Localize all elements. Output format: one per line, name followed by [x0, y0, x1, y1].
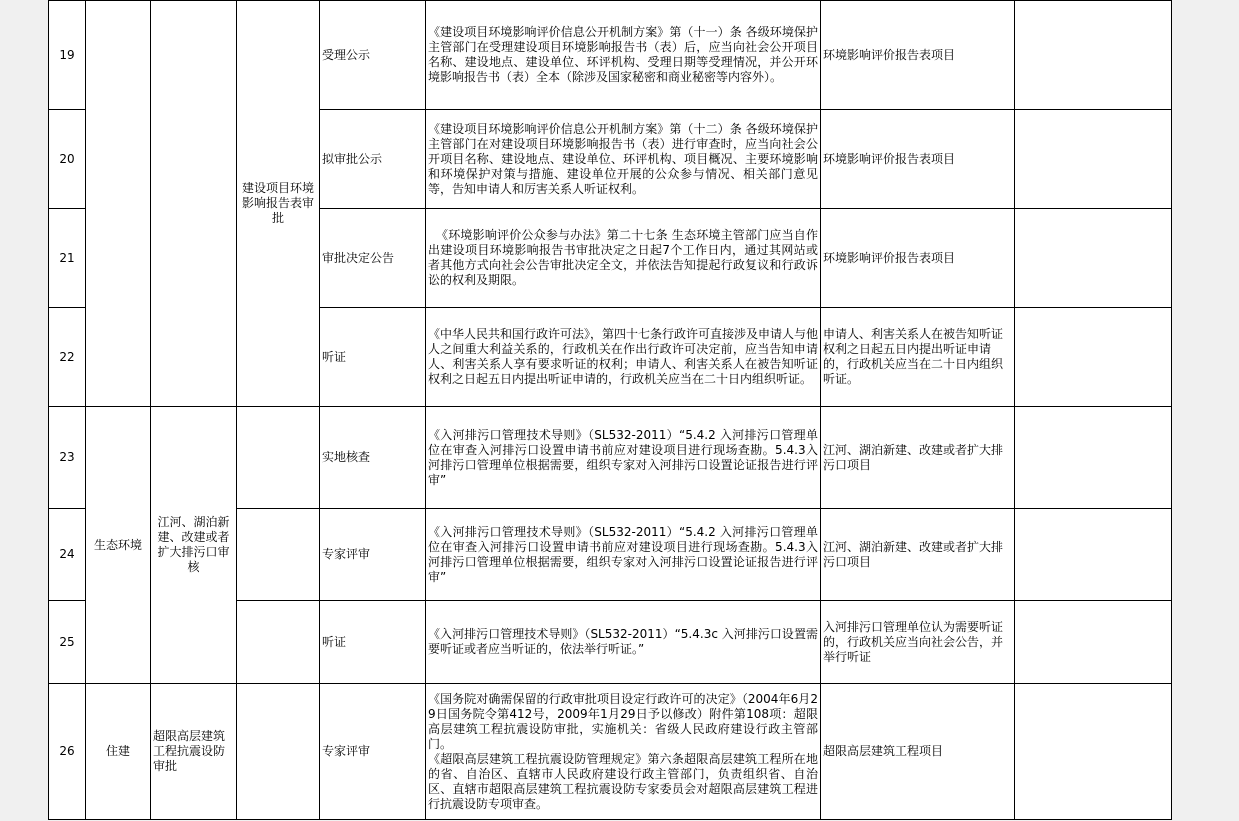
cell-step[interactable]: 专家评审 [320, 684, 426, 820]
cell-step[interactable]: 专家评审 [320, 509, 426, 601]
cell-row-number[interactable]: 25 [49, 601, 86, 684]
sheet-table [48, 0, 1172, 820]
cell-remark[interactable] [1015, 684, 1172, 820]
cell-sub-item-blank[interactable] [237, 509, 320, 601]
cell-scope[interactable]: 申请人、利害关系人在被告知听证权利之日起五日内提出听证申请的，行政机关应当在二十日内组织听证。 [821, 308, 1015, 407]
cell-basis[interactable]: 《建设项目环境影响评价信息公开机制方案》第（十二）条 各级环境保护主管部门在对建设项目环境影响报告书（表）进行审查时，应当向社会公开项目名称、建设地点、建设单位、环评机构、项目概况、主要环境影响和环境保护对策与措施、建设单位开展的公众参与情况、相关部门意见等，告知申请人和厉害关系人听证权利。 [426, 110, 821, 209]
cell-step[interactable]: 听证 [320, 308, 426, 407]
cell-remark[interactable] [1015, 209, 1172, 308]
cell-item[interactable]: 江河、湖泊新建、改建或者扩大排污口审核 [151, 407, 237, 684]
cell-category-blank[interactable] [86, 1, 151, 407]
cell-sub-item-blank[interactable] [237, 407, 320, 509]
cell-item[interactable]: 超限高层建筑工程抗震设防审批 [151, 684, 237, 820]
cell-row-number[interactable]: 20 [49, 110, 86, 209]
cell-remark[interactable] [1015, 1, 1172, 110]
table-row [49, 1, 1172, 110]
cell-scope[interactable]: 环境影响评价报告表项目 [821, 209, 1015, 308]
cell-row-number[interactable]: 19 [49, 1, 86, 110]
cell-step[interactable]: 受理公示 [320, 1, 426, 110]
cell-row-number[interactable]: 24 [49, 509, 86, 601]
table-row [49, 407, 1172, 509]
cell-scope[interactable]: 江河、湖泊新建、改建或者扩大排污口项目 [821, 407, 1015, 509]
cell-row-number[interactable]: 21 [49, 209, 86, 308]
cell-remark[interactable] [1015, 601, 1172, 684]
cell-remark[interactable] [1015, 110, 1172, 209]
cell-basis[interactable]: 《中华人民共和国行政许可法》，第四十七条行政许可直接涉及申请人与他人之间重大利益关系的，行政机关在作出行政许可决定前，应当告知申请人、利害关系人享有要求听证的权利；申请人、利害关系人在被告知听证权利之日起五日内提出听证申请的，行政机关应当在二十日内组织听证。 [426, 308, 821, 407]
cell-scope[interactable]: 江河、湖泊新建、改建或者扩大排污口项目 [821, 509, 1015, 601]
cell-basis[interactable]: 《建设项目环境影响评价信息公开机制方案》第（十一）条 各级环境保护主管部门在受理建设项目环境影响报告书（表）后，应当向社会公开项目名称、建设地点、建设单位、环评机构、受理日期等受理情况，并公开环境影响报告书（表）全本（除涉及国家秘密和商业秘密等内容外）。 [426, 1, 821, 110]
cell-step[interactable]: 拟审批公示 [320, 110, 426, 209]
cell-row-number[interactable]: 26 [49, 684, 86, 820]
cell-basis[interactable]: 《环境影响评价公众参与办法》第二十七条 生态环境主管部门应当自作出建设项目环境影响报告书审批决定之日起7个工作日内，通过其网站或者其他方式向社会公告审批决定全文，并依法告知提起行政复议和行政诉讼的权利及期限。 [426, 209, 821, 308]
cell-category[interactable]: 生态环境 [86, 407, 151, 684]
cell-row-number[interactable]: 23 [49, 407, 86, 509]
cell-scope[interactable]: 入河排污口管理单位认为需要听证的，行政机关应当向社会公告，并举行听证 [821, 601, 1015, 684]
cell-sub-item[interactable]: 建设项目环境影响报告表审批 [237, 1, 320, 407]
cell-remark[interactable] [1015, 509, 1172, 601]
cell-scope[interactable]: 超限高层建筑工程项目 [821, 684, 1015, 820]
cell-sub-item-blank[interactable] [237, 601, 320, 684]
cell-row-number[interactable]: 22 [49, 308, 86, 407]
cell-remark[interactable] [1015, 407, 1172, 509]
cell-step[interactable]: 实地核查 [320, 407, 426, 509]
cell-scope[interactable]: 环境影响评价报告表项目 [821, 110, 1015, 209]
cell-item-blank[interactable] [151, 1, 237, 407]
cell-basis[interactable]: 《入河排污口管理技术导则》（SL532-2011）“5.4.3c 入河排污口设置需要听证或者应当听证的，依法举行听证。” [426, 601, 821, 684]
cell-remark[interactable] [1015, 308, 1172, 407]
cell-scope[interactable]: 环境影响评价报告表项目 [821, 1, 1015, 110]
table-row [49, 684, 1172, 820]
cell-step[interactable]: 听证 [320, 601, 426, 684]
cell-basis[interactable]: 《国务院对确需保留的行政审批项目设定行政许可的决定》（2004年6月29日国务院令第412号，2009年1月29日予以修改）附件第108项：超限高层建筑工程抗震设防审批，实施机关：省级人民政府建设行政主管部门。 《超限高层建筑工程抗震设防管理规定》第六条超限高层建筑工程所在地的省、自治区、直辖市人民政府建设行政主管部门，负责组织省、自治区、直辖市超限高层建筑工程抗震设防专家委员会对超限高层建筑工程进行抗震设防专项审查。 [426, 684, 821, 820]
cell-basis[interactable]: 《入河排污口管理技术导则》（SL532-2011）“5.4.2 入河排污口管理单位在审查入河排污口设置申请书前应对建设项目进行现场查勘。5.4.3入河排污口管理单位根据需要，组织专家对入河排污口设置论证报告进行评审” [426, 407, 821, 509]
cell-category[interactable]: 住建 [86, 684, 151, 820]
cell-basis[interactable]: 《入河排污口管理技术导则》（SL532-2011）“5.4.2 入河排污口管理单位在审查入河排污口设置申请书前应对建设项目进行现场查勘。5.4.3入河排污口管理单位根据需要，组织专家对入河排污口设置论证报告进行评审” [426, 509, 821, 601]
cell-step[interactable]: 审批决定公告 [320, 209, 426, 308]
cell-sub-item-blank[interactable] [237, 684, 320, 820]
